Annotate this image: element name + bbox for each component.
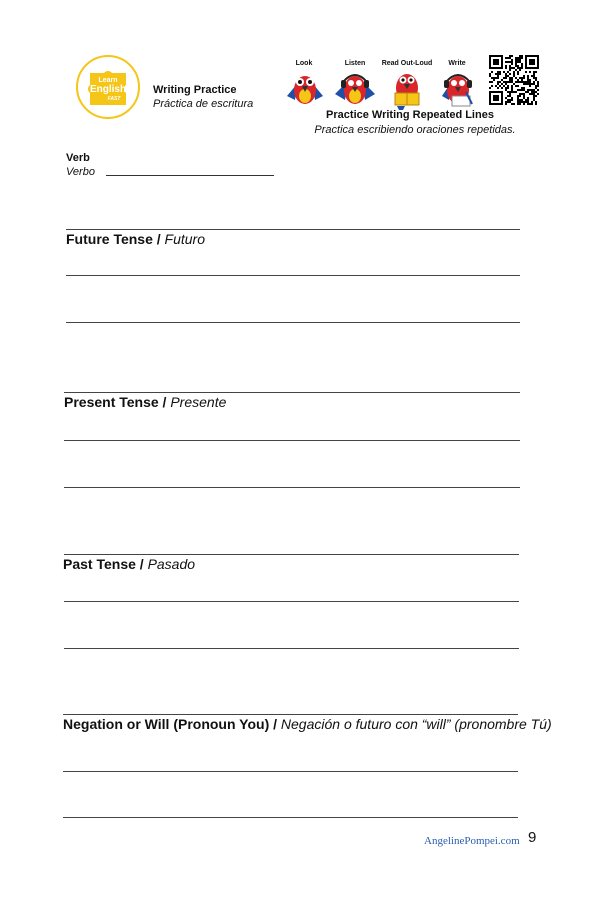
section-title-negation [63,716,552,732]
parrot-listen-icon [333,66,377,114]
section-title-en: Past Tense / [63,556,144,572]
verb-label-es: Verbo [66,166,95,178]
qr-code [489,55,539,105]
parrot-label-listen: Listen [344,60,366,67]
section-title-present [64,394,226,410]
writing-line[interactable] [63,714,518,715]
section-title-en: Future Tense / [66,231,161,247]
section-title-es: Futuro [164,231,206,247]
section-title-en: Present Tense / [64,394,167,410]
logo-word-learn: Learn [98,77,118,84]
logo-word-english: English [89,84,127,95]
verb-label: Verb [66,152,90,164]
section-title-es: Negación o futuro con “will” (pronombre Tú) [280,716,552,732]
footer-website-link[interactable]: AngelinePompei.com [424,835,520,847]
writing-line[interactable] [64,648,519,649]
parrot-look-icon [283,66,327,114]
parrot-write-icon [436,66,480,114]
repeated-lines-title: Practice Writing Repeated Lines [326,109,494,121]
writing-line[interactable] [64,392,520,393]
page-title: Writing Practice [153,84,237,96]
writing-line[interactable] [64,554,519,555]
repeated-lines-subtitle: Practica escribiendo oraciones repetidas. [314,124,516,136]
parrot-label-write: Write [448,60,466,67]
page-subtitle: Práctica de escritura [153,98,254,110]
verb-write-line[interactable] [106,175,274,176]
section-title-es: Pasado [147,556,196,572]
parrot-label-look: Look [295,60,313,67]
logo-word-fast: FAST [107,96,121,102]
writing-line[interactable] [64,440,520,441]
writing-line[interactable] [66,275,520,276]
parrot-read-icon [385,66,429,114]
writing-line[interactable] [63,771,518,772]
learn-english-fast-logo [76,55,140,119]
writing-line[interactable] [66,322,520,323]
writing-line[interactable] [64,487,520,488]
section-title-es: Presente [170,394,227,410]
writing-line[interactable] [64,601,519,602]
writing-line[interactable] [66,229,520,230]
section-title-future [66,231,205,247]
writing-line[interactable] [63,817,518,818]
parrot-label-read: Read Out-Loud [381,60,433,67]
section-title-past [63,556,195,572]
page-number: 9 [528,829,537,846]
section-title-en: Negation or Will (Pronoun You) / [63,716,278,732]
